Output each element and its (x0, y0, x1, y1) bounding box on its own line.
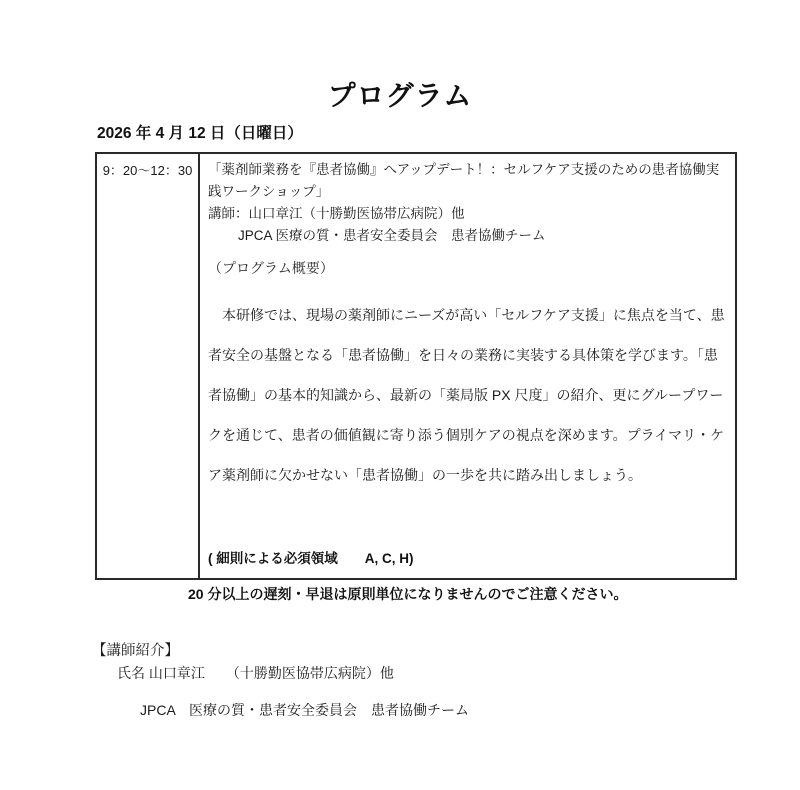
program-overview-label: （プログラム概要） (208, 262, 334, 277)
required-domains-note: ( 細則による必須領域 A, C, H) (208, 551, 414, 566)
session-team: JPCA 医療の質・患者安全委員会 患者協働チーム (238, 228, 546, 243)
session-title: 「薬剤師業務を『患者協働』へアップデート！：セルフケア支援のための患者協働実践ワークショップ」 (208, 162, 720, 199)
event-date: 2026 年 4 月 12 日（日曜日） (97, 125, 303, 142)
session-details-cell (200, 154, 735, 578)
time-slot-cell: 9：20～12：30 (97, 154, 200, 578)
lecturer-intro-team: JPCA 医療の質・患者安全委員会 患者協働チーム (140, 702, 470, 718)
program-schedule-table (95, 152, 737, 580)
lateness-notice: 20 分以上の遅刻・早退は原則単位になりませんのでご注意ください。 (188, 586, 628, 602)
program-overview-text: 本研修では、現場の薬剤師にニーズが高い「セルフケア支援」に焦点を当て、患者安全の基盤となる「患者協働」を日々の業務に実装する具体策を学びます。「患者協働」の基本的知識から、最新の「薬局版 PX 尺度」の紹介、更にグループワークを通じて、患者の価値観に寄り添う個別ケアの視点を深めます。プライマリ・ケア薬剤師に欠かせない「患者協働」の一歩を共に踏み出しましょう。 (208, 307, 725, 483)
page-title: プログラム (327, 80, 473, 111)
session-lecturer: 講師：山口章江（十勝勤医協帯広病院）他 (208, 206, 465, 221)
lecturer-intro-heading: 【講師紹介】 (92, 643, 179, 659)
lecturer-intro-name: 氏名 山口章江 （十勝勤医協帯広病院）他 (117, 665, 394, 681)
